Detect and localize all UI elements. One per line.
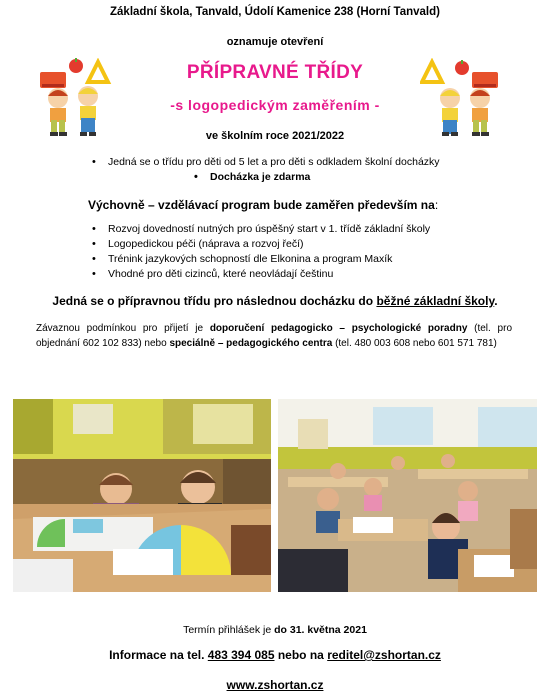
contact-prefix: Informace na tel.	[109, 648, 208, 662]
program-heading	[88, 198, 438, 212]
intro-bullet: • Jedná se o třídu pro děti od 5 let a pro děti s odkladem školní docházky	[88, 155, 508, 170]
followup-emphasis: běžné základní školy	[376, 294, 495, 308]
program-list	[88, 222, 508, 282]
deadline-line	[0, 624, 550, 636]
condition-text-3: (tel. 480 003 608 nebo 601 571 781)	[332, 337, 497, 349]
contact-line	[0, 648, 550, 662]
page-subtitle: -s logopedickým zaměřením -	[170, 97, 380, 113]
program-item: • Rozvoj dovedností nutných pro úspěšný start v 1. třídě základní školy	[88, 222, 508, 237]
program-item: • Logopedickou péči (náprava a rozvoj řečí)	[88, 237, 508, 252]
followup-suffix: .	[494, 294, 498, 308]
condition-advisory: doporučení pedagogicko – psychologické poradny	[209, 323, 468, 334]
followup-line	[0, 294, 550, 308]
condition-text-2: (tel. pro objednání 602 102 833) nebo	[36, 323, 512, 349]
program-item: • Vhodné pro děti cizinců, které neovládají češtinu	[88, 267, 508, 282]
program-heading-text: Výchovně – vzdělávací program bude zaměřen především na	[88, 198, 435, 212]
deadline-prefix: Termín přihlášek je	[183, 624, 275, 636]
intro-list	[88, 155, 508, 185]
kids-illustration-left	[38, 58, 120, 138]
program-item: • Trénink jazykových schopností dle Elkonina a program Maxík	[88, 252, 508, 267]
kids-illustration-right	[420, 58, 502, 138]
contact-mid: nebo na	[274, 648, 328, 662]
condition-paragraph	[36, 322, 512, 351]
classroom-photo-right	[278, 399, 537, 592]
intro-bullet: • Docházka je zdarma	[190, 170, 508, 185]
classroom-photo-left	[13, 399, 271, 592]
website-link[interactable]: www.zshortan.cz	[226, 678, 324, 692]
condition-text-1: Závaznou podmínkou pro přijetí je	[36, 323, 210, 334]
contact-email-link[interactable]: reditel@zshortan.cz	[327, 648, 441, 662]
contact-phone[interactable]: 483 394 085	[207, 648, 275, 662]
school-year: ve školním roce 2021/2022	[205, 130, 345, 142]
condition-center: speciálně – pedagogického centra	[169, 337, 333, 349]
program-heading-colon: :	[434, 198, 439, 212]
followup-prefix: Jedná se o přípravnou třídu pro následnou docházku do	[52, 294, 377, 308]
announce-line: oznamuje otevření	[226, 36, 324, 48]
deadline-date: do 31. května 2021	[274, 624, 367, 636]
page-title: PŘÍPRAVNÉ TŘÍDY	[186, 62, 364, 83]
school-name: Základní škola, Tanvald, Údolí Kamenice 238 (Horní Tanvald)	[110, 6, 440, 18]
